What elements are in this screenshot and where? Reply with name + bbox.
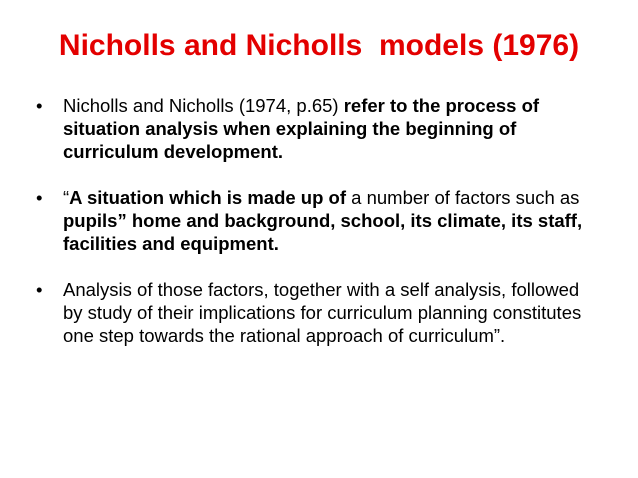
- bullet-item: [36, 278, 596, 347]
- bullet-text-bold-segment: A situation which is made up of: [69, 187, 347, 208]
- bullet-icon: •: [36, 95, 43, 116]
- bullet-icon: •: [36, 279, 43, 300]
- bullet-list: [36, 94, 596, 370]
- bullet-text-segment: Nicholls and Nicholls (1974, p.65): [63, 95, 344, 116]
- bullet-item: [36, 94, 596, 163]
- bullet-item: [36, 186, 596, 255]
- bullet-text: [63, 95, 539, 162]
- bullet-text: [63, 279, 581, 346]
- bullet-text-segment: “: [63, 187, 70, 208]
- bullet-text-segment: a number of factors such as: [346, 187, 580, 208]
- bullet-icon: •: [36, 187, 43, 208]
- slide-title: Nicholls and Nicholls models (1976): [58, 29, 580, 62]
- bullet-text-bold-segment: refer to the process of situation analysis when explaining the beginning of curriculum development.: [63, 95, 540, 162]
- bullet-text: [63, 187, 582, 254]
- bullet-text-segment: Analysis of those factors, together with a self analysis, followed by study of their implications for curriculum planning constitutes one step towards the rational approach of curriculum”.: [63, 279, 582, 346]
- bullet-text-bold-segment: pupils” home and background, school, its climate, its staff, facilities and equipment.: [63, 210, 583, 254]
